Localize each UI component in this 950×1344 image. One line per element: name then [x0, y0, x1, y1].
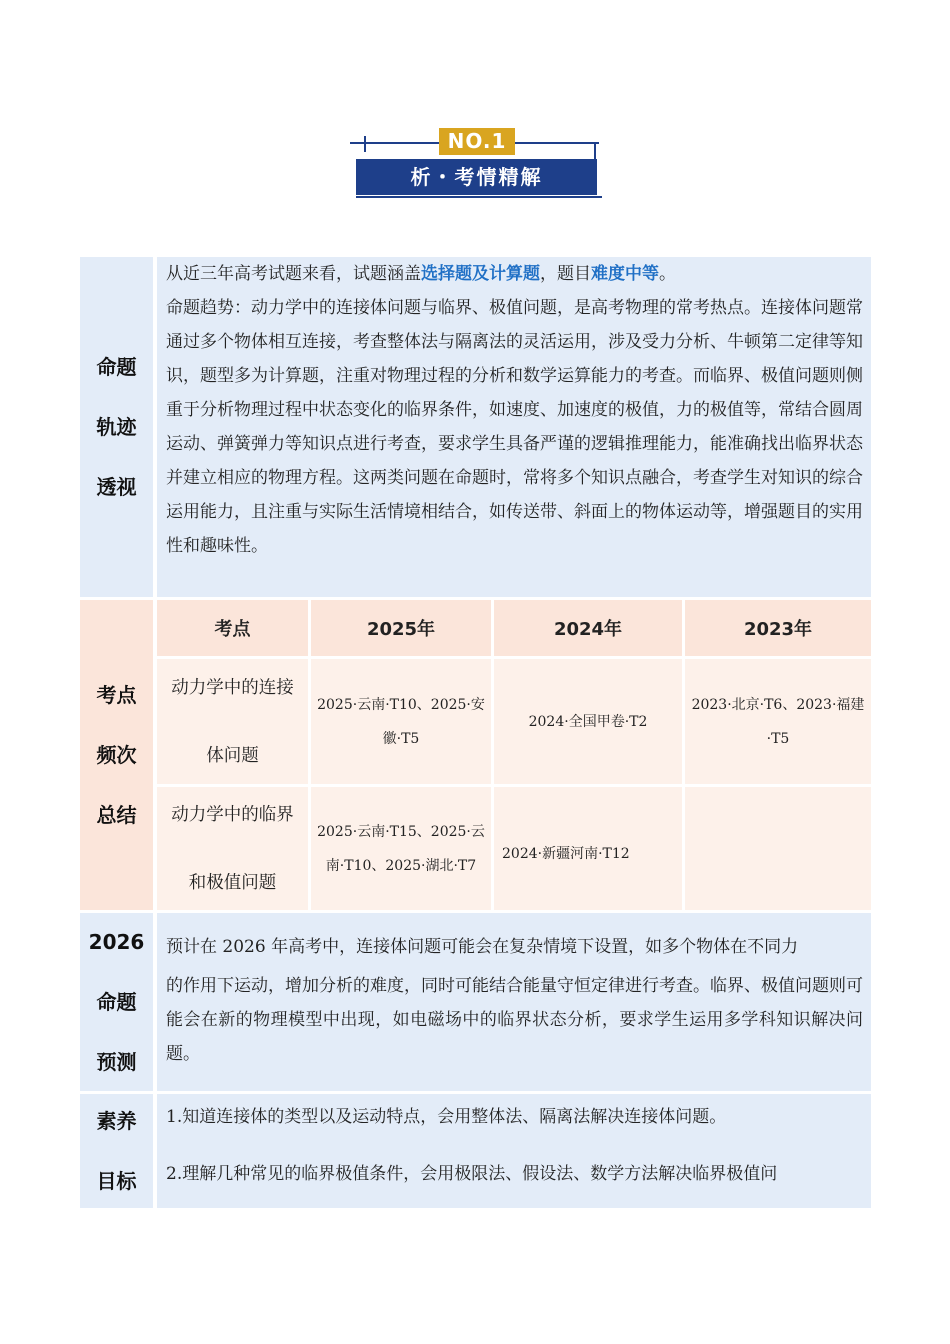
frequency-label — [80, 600, 153, 910]
table-cell-topic — [157, 659, 308, 784]
frequency-label-line: 总结 — [96, 803, 137, 827]
forecast-label-line: 预测 — [96, 1050, 137, 1074]
highlight-difficulty: 难度中等 — [591, 264, 659, 284]
table-cell-topic — [157, 787, 308, 910]
forecast-label-line: 2026 — [88, 930, 145, 954]
table-header: 2025年 — [311, 600, 491, 656]
trend-label-line: 命题 — [96, 355, 137, 379]
topic-line: 动力学中的连接 — [171, 677, 294, 698]
table-cell-2025: 2025·云南·T15、2025·云南·T10、2025·湖北·T7 — [311, 787, 491, 910]
goals-label-line: 目标 — [96, 1169, 137, 1193]
topic-line: 和极值问题 — [188, 872, 277, 893]
section-badge — [350, 128, 602, 200]
trend-section — [80, 257, 871, 597]
forecast-first-line: 预计在 2026 年高考中，连接体问题可能会在复杂情境下设置，如多个物体在不同力 — [166, 937, 799, 957]
table-header: 2024年 — [494, 600, 682, 656]
trend-label-line: 透视 — [96, 475, 137, 499]
forecast-body — [157, 913, 871, 1091]
goal-item: 1.知道连接体的类型以及运动特点，会用整体法、隔离法解决连接体问题。 — [166, 1107, 727, 1127]
forecast-label-line: 命题 — [96, 990, 137, 1014]
goals-section — [80, 1094, 871, 1208]
summary-text: ，题目 — [540, 264, 591, 284]
badge-title: 析・考情精解 — [356, 159, 597, 195]
highlight-question-types: 选择题及计算题 — [421, 264, 540, 284]
trend-paragraph: 命题趋势：动力学中的连接体问题与临界、极值问题，是高考物理的常考热点。连接体问题常通过多个物体相互连接，考查整体法与隔离法的灵活运用，涉及受力分析、牛顿第二定律等知识，题型多为计算题，注重对物理过程的分析和数学运算能力的考查。而临界、极值问题则侧重于分析物理过程中状态变化的临界条件，如速度、加速度的极值，力的极值等，常结合圆周运动、弹簧弹力等知识点进行考查，要求学生具备严谨的逻辑推理能力，能准确找出临界状态并建立相应的物理方程。这两类问题在命题时，常将多个知识点融合，考查学生对知识的综合运用能力，且注重与实际生活情境相结合，如传送带、斜面上的物体运动等，增强题目的实用性和趣味性。 — [166, 298, 863, 556]
table-cell-2023 — [685, 787, 871, 910]
summary-text: 从近三年高考试题来看，试题涵盖 — [166, 264, 421, 284]
table-cell-2024: 2024·全国甲卷·T2 — [494, 659, 682, 784]
table-header: 考点 — [157, 600, 308, 656]
frequency-label-line: 考点 — [96, 683, 137, 707]
badge-number: NO.1 — [439, 128, 515, 155]
frequency-section — [80, 600, 871, 910]
badge-bottom-line — [356, 196, 602, 198]
forecast-label — [80, 913, 153, 1091]
forecast-paragraph: 的作用下运动，增加分析的难度，同时可能结合能量守恒定律进行考查。临界、极值问题则可能会在新的物理模型中出现，如电磁场中的临界状态分析，要求学生运用多学科知识解决问题。 — [166, 976, 863, 1064]
table-cell-2025: 2025·云南·T10、2025·安徽·T5 — [311, 659, 491, 784]
table-cell-2023: 2023·北京·T6、2023·福建·T5 — [685, 659, 871, 784]
badge-left-tick — [364, 136, 366, 152]
topic-line: 体问题 — [206, 745, 259, 766]
trend-label — [80, 257, 153, 597]
goal-item: 2.理解几种常见的临界极值条件，会用极限法、假设法、数学方法解决临界极值问 — [166, 1164, 778, 1184]
goals-body — [157, 1094, 871, 1208]
badge-right-tick — [594, 142, 596, 159]
frequency-label-line: 频次 — [96, 743, 137, 767]
table-header: 2023年 — [685, 600, 871, 656]
topic-line: 动力学中的临界 — [171, 804, 294, 825]
trend-summary-line — [166, 257, 863, 291]
table-cell-2024: 2024·新疆河南·T12 — [494, 787, 682, 910]
trend-body — [157, 257, 871, 597]
goals-label — [80, 1094, 153, 1208]
frequency-table — [157, 600, 871, 910]
forecast-section — [80, 913, 871, 1091]
trend-label-line: 轨迹 — [96, 415, 137, 439]
goals-label-line: 素养 — [96, 1109, 137, 1133]
summary-text: 。 — [659, 264, 676, 284]
